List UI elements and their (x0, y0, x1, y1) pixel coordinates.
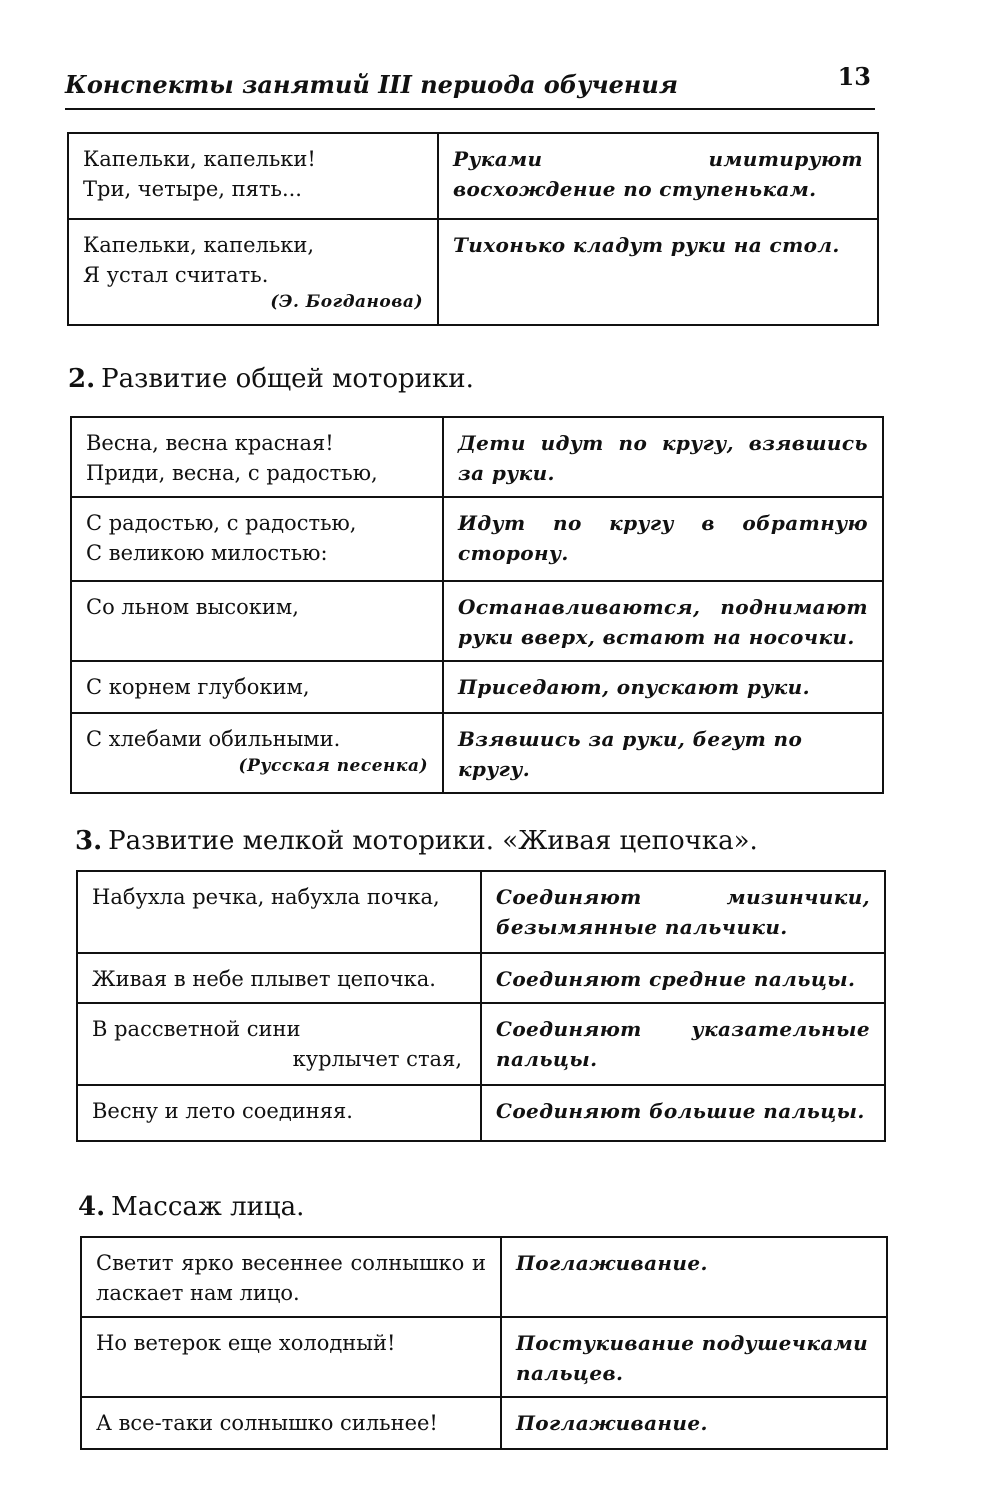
action-cell: Соединяют указательные пальцы. (481, 1003, 885, 1085)
action-cell: Соединяют большие пальцы. (481, 1085, 885, 1141)
verse-cell (71, 417, 443, 497)
verse-line: Весну и лето соединяя. (92, 1099, 353, 1123)
table-row (71, 497, 883, 581)
table-row (77, 1003, 885, 1085)
verse-line: Три, четыре, пять... (83, 177, 302, 201)
verse-cell (71, 581, 443, 661)
table-row (71, 417, 883, 497)
verse-cell (68, 219, 438, 325)
page-header (65, 58, 875, 110)
action-cell: Останавливаются, поднимают руки вверх, встают на носочки. (443, 581, 883, 661)
section-number: 3. (75, 826, 103, 856)
verse-cell (77, 953, 481, 1003)
verse-line: А все-таки солнышко сильнее! (96, 1411, 438, 1435)
verse-source: (Русская песенка) (238, 756, 428, 776)
verse-cell (71, 713, 443, 793)
verse-line: Я устал считать. (83, 263, 269, 287)
table-1 (67, 132, 879, 326)
action-cell: Поглаживание. (501, 1397, 887, 1449)
section-number: 2. (68, 364, 96, 394)
table-row (68, 133, 878, 219)
section-2-heading (68, 364, 474, 394)
verse-line: С великою милостью: (86, 541, 328, 565)
verse-cell (77, 871, 481, 953)
verse-source: (Э. Богданова) (270, 292, 423, 312)
action-cell: Тихонько кладут руки на стол. (438, 219, 878, 325)
table-row (81, 1397, 887, 1449)
table-row (68, 219, 878, 325)
verse-cell (71, 661, 443, 713)
verse-cell (68, 133, 438, 219)
verse-cell (81, 1397, 501, 1449)
verse-line: Капельки, капельки, (83, 233, 315, 257)
running-title: Конспекты занятий III периода обучения (65, 70, 678, 99)
verse-cell: Светит ярко весеннее солнышко и ласкает нам лицо. (81, 1237, 501, 1317)
section-title: Развитие общей моторики. (101, 364, 474, 394)
verse-line: С корнем глубоким, (86, 675, 310, 699)
verse-line: курлычет стая, (292, 1047, 462, 1071)
action-cell: Соединяют средние пальцы. (481, 953, 885, 1003)
verse-cell (77, 1003, 481, 1085)
table-4 (80, 1236, 888, 1450)
table-2 (70, 416, 884, 794)
section-title: Массаж лица. (111, 1192, 305, 1222)
action-cell: Дети идут по кругу, взявшись за руки. (443, 417, 883, 497)
action-cell: Постукивание подушечками пальцев. (501, 1317, 887, 1397)
table-3 (76, 870, 886, 1142)
table-row (77, 953, 885, 1003)
table-row (71, 713, 883, 793)
table-row (77, 1085, 885, 1141)
table-row (81, 1317, 887, 1397)
verse-line: Но ветерок еще холодный! (96, 1331, 396, 1355)
verse-line: Приди, весна, с радостью, (86, 461, 378, 485)
table-row (71, 661, 883, 713)
section-4-heading (78, 1192, 304, 1222)
action-cell: Идут по кругу в обратную сторону. (443, 497, 883, 581)
verse-cell (81, 1317, 501, 1397)
verse-line: Весна, весна красная! (86, 431, 334, 455)
action-cell: Поглаживание. (501, 1237, 887, 1317)
verse-line: В рассветной сини (92, 1017, 301, 1041)
action-cell: Руками имитируют восхождение по ступенькам. (438, 133, 878, 219)
verse-line: С радостью, с радостью, (86, 511, 357, 535)
verse-cell (71, 497, 443, 581)
table-row (71, 581, 883, 661)
section-title: Развитие мелкой моторики. «Живая цепочка». (108, 826, 758, 856)
page-number: 13 (837, 62, 871, 91)
action-cell: Приседают, опускают руки. (443, 661, 883, 713)
section-number: 4. (78, 1192, 106, 1222)
table-row (81, 1237, 887, 1317)
section-3-heading (75, 826, 758, 856)
verse-cell (77, 1085, 481, 1141)
verse-line: Набухла речка, набухла почка, (92, 885, 440, 909)
action-cell: Взявшись за руки, бегут по кругу. (443, 713, 883, 793)
action-cell: Соединяют мизинчики, безымянные пальчики. (481, 871, 885, 953)
verse-line: С хлебами обильными. (86, 727, 341, 751)
verse-line: Капельки, капельки! (83, 147, 316, 171)
verse-line: Живая в небе плывет цепочка. (92, 967, 436, 991)
table-row (77, 871, 885, 953)
verse-line: Со льном высоким, (86, 595, 299, 619)
